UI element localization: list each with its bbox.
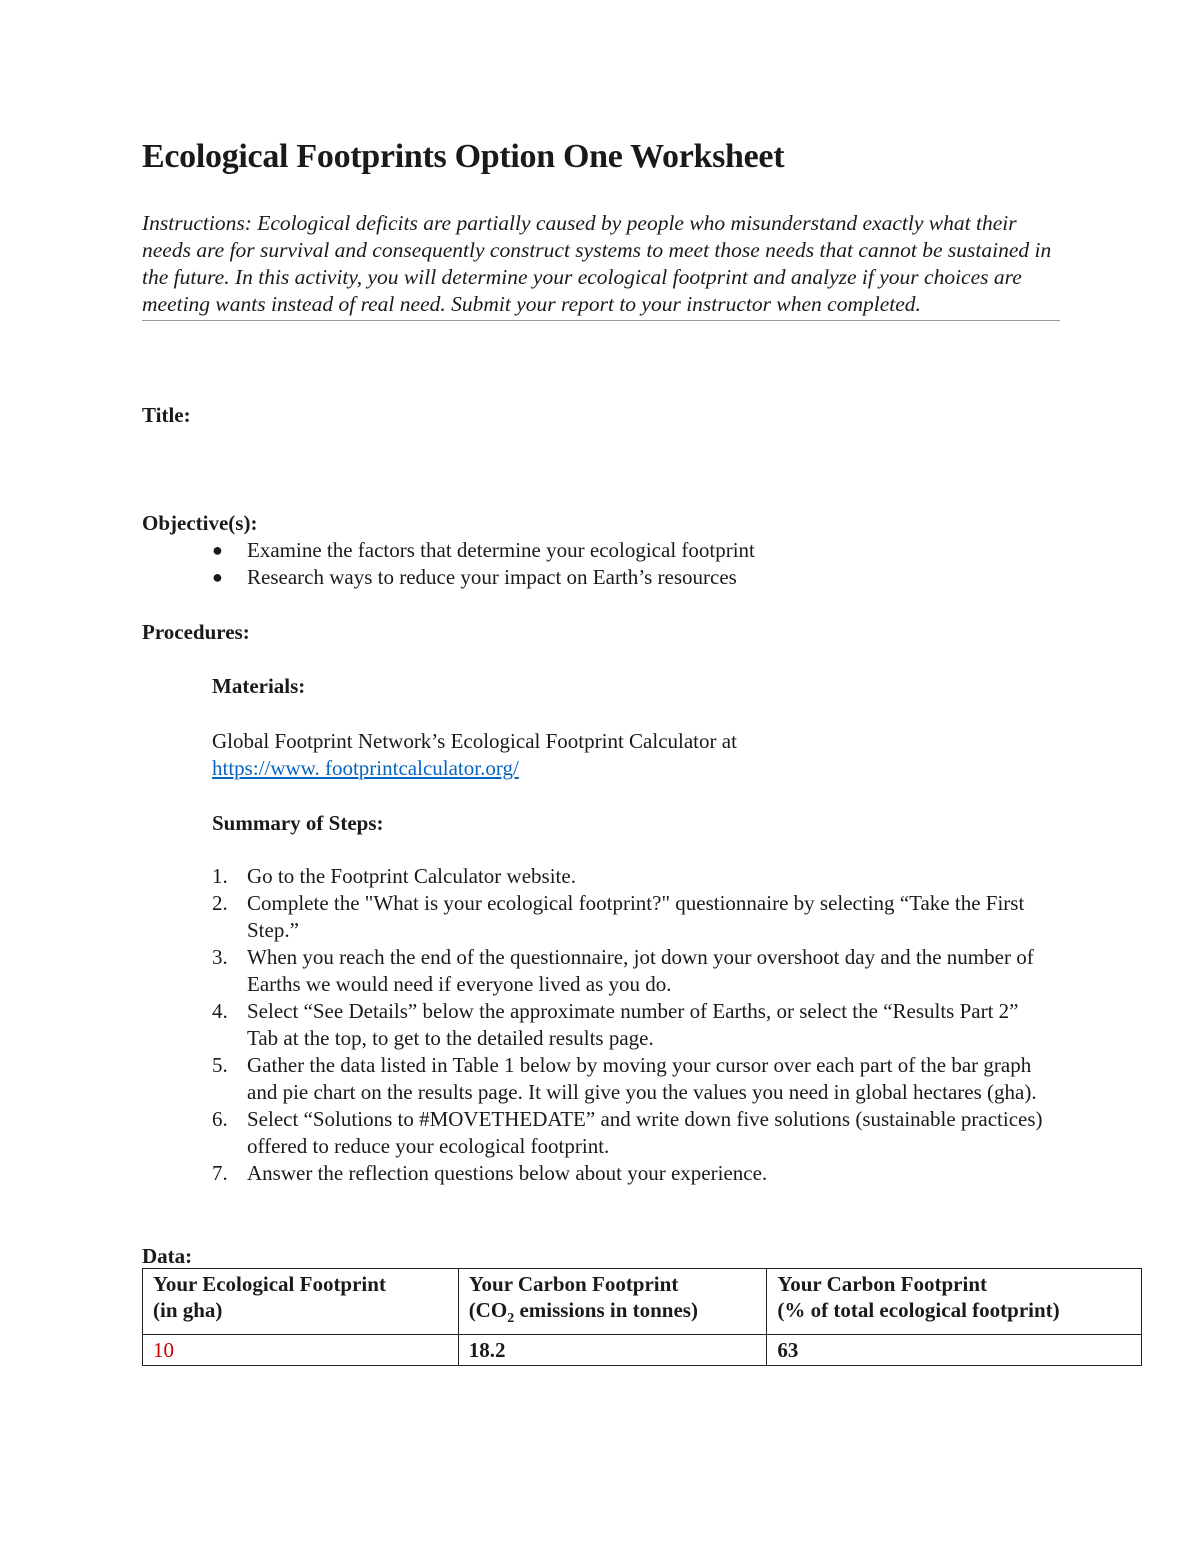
step-number: 4. — [212, 999, 228, 1023]
list-item — [142, 564, 755, 591]
list-item — [212, 998, 1052, 1052]
title-label: Title: — [142, 403, 191, 427]
bullet-icon: ● — [212, 540, 223, 560]
calculator-link[interactable]: https://www. footprintcalculator.org/ — [212, 756, 519, 780]
materials-description: Global Footprint Network’s Ecological Footprint Calculator at — [212, 729, 737, 753]
list-item — [142, 537, 755, 564]
step-text: Complete the "What is your ecological footprint?" questionnaire by selecting “Take the First Step.” — [247, 891, 1025, 942]
step-text: Select “Solutions to #MOVETHEDATE” and write down five solutions (sustainable practices) offered to reduce your ecological footprint. — [247, 1107, 1043, 1158]
list-item — [212, 1052, 1052, 1106]
objectives-list — [142, 537, 755, 591]
materials-text — [212, 728, 737, 782]
steps-list — [212, 863, 1052, 1187]
step-number: 5. — [212, 1053, 228, 1077]
cell-value: 18.2 — [468, 1338, 506, 1363]
step-number: 1. — [212, 864, 228, 888]
step-text: Gather the data listed in Table 1 below by moving your cursor over each part of the bar graph and pie chart on the results page. It will give you the values you need in global hectares (gha). — [247, 1053, 1037, 1104]
value-carbon-percent[interactable] — [767, 1335, 1142, 1366]
data-table — [142, 1268, 1142, 1366]
step-number: 3. — [212, 945, 228, 969]
header-line: (% of total ecological footprint) — [777, 1298, 1060, 1322]
page-title: Ecological Footprints Option One Worksheet — [142, 138, 785, 175]
header-line: (CO — [468, 1298, 508, 1322]
header-line: Your Carbon Footprint — [468, 1272, 679, 1296]
objective-text: Examine the factors that determine your ecological footprint — [247, 538, 755, 562]
list-item — [212, 944, 1052, 998]
cell-value: 63 — [777, 1338, 799, 1363]
header-line: Your Carbon Footprint — [777, 1272, 988, 1296]
step-number: 6. — [212, 1107, 228, 1131]
bullet-icon: ● — [212, 567, 223, 587]
step-text: Answer the reflection questions below about your experience. — [247, 1161, 768, 1185]
list-item — [212, 1160, 1052, 1187]
materials-label: Materials: — [212, 674, 306, 698]
table-header-row — [143, 1269, 1142, 1335]
step-text: When you reach the end of the questionnaire, jot down your overshoot day and the number of Earths we would need if everyone lived as you do. — [247, 945, 1034, 996]
value-ecological-footprint[interactable] — [143, 1335, 459, 1366]
header-line: emissions in tonnes) — [514, 1298, 698, 1322]
cell-value: 10 — [153, 1338, 174, 1363]
step-number: 7. — [212, 1161, 228, 1185]
step-text: Select “See Details” below the approximate number of Earths, or select the “Results Part 2” Tab at the top, to get to the detailed results page. — [247, 999, 1019, 1050]
header-ecological-footprint — [143, 1269, 459, 1335]
list-item — [212, 1106, 1052, 1160]
subscript: 2 — [507, 1311, 515, 1327]
header-carbon-percent — [767, 1269, 1142, 1335]
header-line: (in gha) — [153, 1298, 223, 1322]
objectives-label: Objective(s): — [142, 511, 258, 535]
instructions-text: Instructions: Ecological deficits are partially caused by people who misunderstand exactly what their needs are for survival and consequently construct systems to meet those needs that cannot be sustained in the future. In this activity, you will determine your ecological footprint and analyze if your choices are meeting wants instead of real need. Submit your report to your instructor when completed. — [142, 210, 1060, 321]
objective-text: Research ways to reduce your impact on Earth’s resources — [247, 565, 737, 589]
data-label: Data: — [142, 1244, 193, 1268]
step-number: 2. — [212, 891, 228, 915]
list-item — [212, 890, 1052, 944]
summary-label: Summary of Steps: — [212, 811, 384, 835]
value-carbon-emissions[interactable] — [458, 1335, 767, 1366]
header-carbon-emissions — [458, 1269, 767, 1335]
table-row — [143, 1335, 1142, 1366]
step-text: Go to the Footprint Calculator website. — [247, 864, 576, 888]
list-item — [212, 863, 1052, 890]
header-line: Your Ecological Footprint — [153, 1272, 386, 1296]
procedures-label: Procedures: — [142, 620, 250, 644]
